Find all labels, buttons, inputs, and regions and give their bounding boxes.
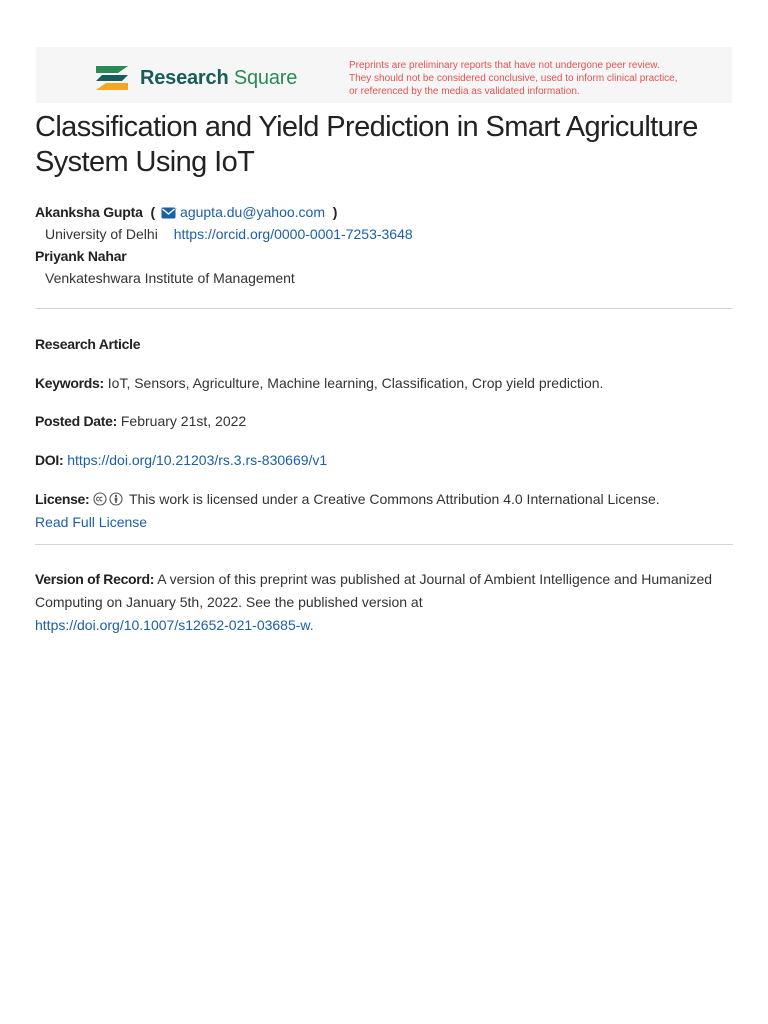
attribution-icon (109, 492, 123, 506)
envelope-icon (161, 207, 176, 219)
brand-name[interactable] (140, 66, 297, 90)
brand-part-square: Square (233, 67, 298, 89)
author-line: Akanksha Gupta ( agupta.du@yahoo.com ) (35, 204, 338, 220)
author-line (35, 246, 413, 266)
article-type (35, 333, 725, 356)
affiliation-text: University of Delhi (45, 226, 158, 242)
disclaimer-line: or referenced by the media as validated information. (349, 86, 580, 97)
author-email-link[interactable]: agupta.du@yahoo.com (180, 204, 326, 220)
posted-date-field (35, 410, 725, 433)
keywords-field (35, 372, 725, 395)
orcid-link[interactable]: https://orcid.org/0000-0001-7253-3648 (173, 226, 413, 242)
brand-part-research: Research (140, 67, 229, 89)
author-list (35, 202, 413, 290)
preprint-disclaimer (349, 59, 719, 98)
author-affiliation (45, 266, 413, 290)
doi-link[interactable]: https://doi.org/10.21203/rs.3.rs-830669/v1 (67, 452, 328, 468)
preprint-header (36, 47, 732, 103)
version-of-record-text: A version of this preprint was published at Journal of Ambient Intelligence and Humanized Computing on January 5th, 2022. See the published version at (35, 571, 713, 610)
affiliation-text: Venkateshwara Institute of Management (45, 270, 295, 286)
doi-label: DOI: (35, 452, 64, 468)
license-field (35, 488, 725, 534)
keywords-label: Keywords: (35, 375, 104, 391)
published-version-link[interactable]: https://doi.org/10.1007/s12652-021-03685-w. (35, 617, 314, 633)
author-name: Akanksha Gupta (35, 204, 143, 220)
version-of-record-label: Version of Record: (35, 571, 155, 587)
posted-date-label: Posted Date: (35, 413, 117, 429)
divider (35, 544, 733, 545)
posted-date-value: February 21st, 2022 (120, 413, 247, 429)
disclaimer-line: Preprints are preliminary reports that have not undergone peer review. (349, 60, 660, 71)
research-square-logo-icon (94, 63, 130, 93)
version-of-record-field (35, 568, 725, 637)
author-name: Priyank Nahar (35, 248, 127, 264)
author-affiliation (45, 222, 413, 246)
article-type-label: Research Article (35, 336, 141, 352)
disclaimer-line: They should not be considered conclusive, used to inform clinical practice, (349, 73, 678, 84)
license-label: License: (35, 491, 90, 507)
read-full-license-link[interactable]: Read Full License (35, 514, 148, 530)
divider (35, 308, 733, 309)
creative-commons-icon (93, 492, 107, 506)
doi-field (35, 449, 725, 472)
license-text: This work is licensed under a Creative Commons Attribution 4.0 International License. (128, 491, 660, 507)
paper-title: Classification and Yield Prediction in Smart Agriculture System Using IoT (35, 111, 698, 178)
keywords-value: IoT, Sensors, Agriculture, Machine learning, Classification, Crop yield prediction. (107, 375, 604, 391)
